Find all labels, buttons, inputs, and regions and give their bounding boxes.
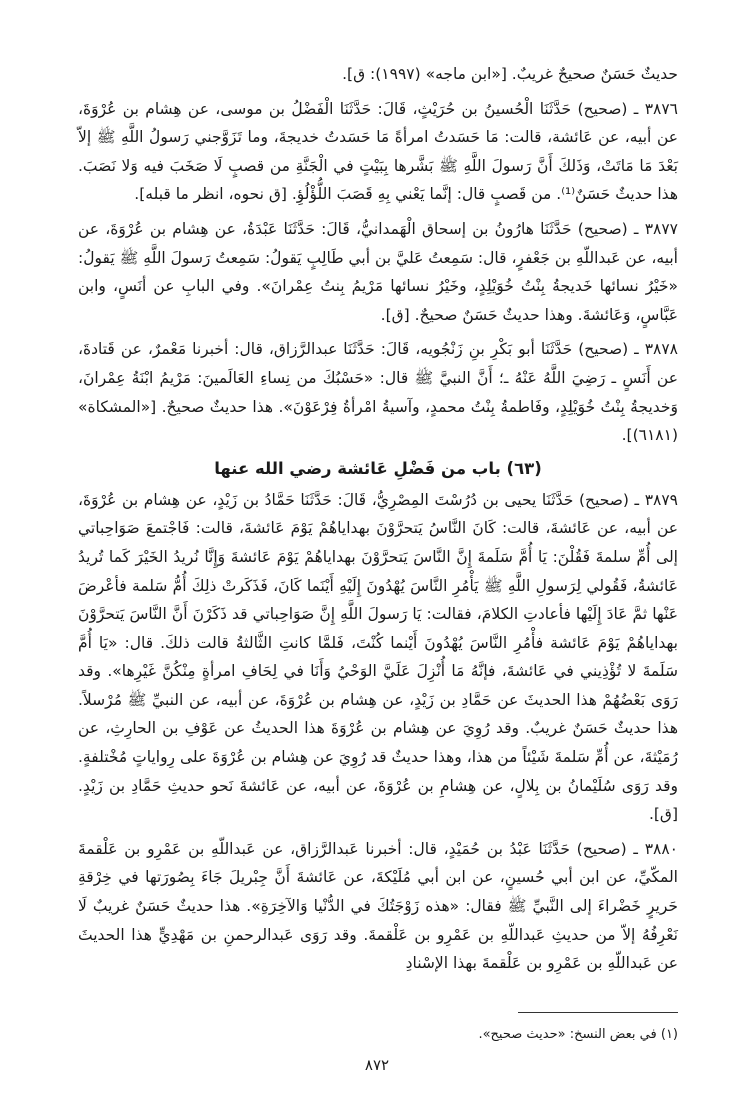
footnote-divider — [518, 1012, 678, 1013]
page-number: ٨٧٢ — [364, 1056, 390, 1074]
hadith-3878: ٣٨٧٨ ـ (صحيح) حَدَّثَنَا أبو بَكْرِ بنِ زَنْجُويه، قَالَ: حَدَّثَنَا عبدالرَّزاق، قال: أخبرنا مَعْمرٌ، عن قَتادةَ، عن أَنَسٍ ـ رَضِيَ اللَّهُ عَنْهُ ـ؛ أَنَّ النبيَّ ﷺ قال: «حَسْبُكَ من نِساءِ العَالَمينَ: مَرْيمُ ابْنَةُ عِمْرانَ، وَخديجةُ بِنْتُ خُوَيْلِدٍ، وفَاطمةُ بِنْتُ محمدٍ، وآسيةُ امْرأةُ فِرْعَوْنَ». هذا حديثٌ صحيحٌ. [«المشكاة» (٦١٨١)]. — [78, 340, 678, 445]
hadith-3880: ٣٨٨٠ ـ (صحيح) حَدَّثَنَا عَبْدُ بن حُمَيْدٍ، قال: أخبرنا عَبدالرَّزاق، عن عَبداللّهِ بن عَمْرِو بن عَلْقمةَ المكّيِّ، عن ابن أبي حُسينٍ، عن ابن أبي مُلَيْكةَ، عن عَائشةَ أَنَّ جِبْريلَ جَاءَ بِصُورَتها في خِرْقةِ حَريرٍ خَضْراءَ إلى النَّبيِّ ﷺ فقال: «هذه زَوْجَتُكَ في الدُّنْيا وَالآخِرَةِ». هذا حديثٌ حَسَنٌ غريبٌ لَا نَعْرِفُهُ إلاّ من حديثِ عَبداللّهِ بن عَمْرِو بن عَلْقمةَ. وقد رَوَى عَبدالرحمنِ بن مَهْدِيٍّ هذا الحديثَ عن عَبداللّهِ بن عَمْرِو بن عَلْقمةَ بهذا الإسْنادِ — [78, 839, 678, 973]
paragraph-grading: حديثٌ حَسَنٌ صحيحٌ غريبٌ. [«ابن ماجه» (١٩٩٧): ق]. — [342, 65, 678, 83]
hadith-3877: ٣٨٧٧ ـ (صحيح) حَدَّثَنَا هارُونُ بن إسحاق الْهَمدانيُّ، قَالَ: حَدَّثَنَا عَبْدَةُ، عن هِشام بن عُرْوَةَ، عن أبيه، عن عَبداللّهِ بن جَعْفرٍ، قال: سَمِعتُ عَليَّ بن أبي طَالِبٍ يَقولُ: سَمِعتُ رَسولَ اللَّهِ ﷺ يَقولُ: «خَيْرُ نسائها خَديجةُ بِنْتُ خُوَيْلِدٍ، وخَيْرُ نسائها مَرْيمُ بِنتُ عِمْرانَ». وفي البابِ عن أنَسٍ، وابن عَبَّاسٍ، وَعَائشةَ. وهذا حديثٌ حَسَنٌ صحيحٌ. [ق]. — [78, 219, 678, 324]
chapter-heading: (٦٣) باب من فَضْلِ عَائشة رضي الله عنها — [214, 458, 542, 478]
hadith-3876: ٣٨٧٦ ـ (صحيح) حَدَّثَنَا الْحُسينُ بن حُرَيْثٍ، قَالَ: حَدَّثَنَا الْفَضْلُ بن موسى، عن هِشام بن عُرْوَةَ، عن أبيه، عن عَائشة، قالت: مَا حَسَدتُ امرأةً مَا حَسَدتُ خديجةَ، وما تَزَوَّجني رَسولُ اللَّهِ ﷺ إلاّ بَعْدَ مَا مَاتَتْ، وَذَلكَ أَنَّ رَسولَ اللَّهِ ﷺ بَشَّرها بِبَيْتٍ في الْجَنَّةِ من قصبٍ لَا صَخَبَ فيه وَلا نَصَبَ. هذا حديثٌ حَسَنٌ⁽¹⁾. من قَصبٍ قال: إنَّما يَعْني بِهِ قَصَبَ اللُّؤْلُؤِ. [ق نحوه، انظر ما قبله]. — [78, 99, 678, 204]
footnote: (١) في بعض النسخ: «حديث صحيح». — [478, 1027, 678, 1042]
hadith-3879: ٣٨٧٩ ـ (صحيح) حَدَّثَنَا يحيى بن دُرُسْتَ المِصْرِيُّ، قَالَ: حَدَّثَنَا حَمَّادُ بن زَيْدٍ، عن هِشام بن عُرْوَةَ، عن أبيه، عن عَائشةَ، قالت: كَانَ النَّاسُ يَتحرَّوْنَ بهداياهُمْ يَوْمَ عَائشةَ، قالت: فَاجْتمعَ صَوَاحِباتي إلى أُمِّ سلمةَ فَقُلْنَ: يَا أُمَّ سَلَمةَ إِنَّ النَّاسَ يَتحرَّوْنَ بهداياهُمْ يَوْمَ عَائشةَ وَإِنَّا نُريدُ الخَيْرَ كَما تُريدُ عَائشةُ، فَقُولي لِرَسولِ اللَّهِ ﷺ يَأْمُرِ النَّاسَ يُهْدُونَ إِلَيْهِ أَيْنَما كَانَ، فَذَكَرتْ ذلِكَ أُمُّ سَلمة فأعْرضَ عَنْها ثمَّ عَادَ إِلَيْها فأعادتِ الكلامَ، فقالت: يَا رَسولَ اللَّهِ إِنَّ صَوَاحِباتي قد ذَكَرْنَ أَنَّ النَّاسَ يَتحرَّوْنَ بهداياهُمْ يَوْمَ عَائشة فأْمُرِ النَّاسَ يُهْدُونَ أَيْنما كُنْتَ، فَلمَّا كانتِ الثَّالثةُ قالت ذلكَ. قال: «يَا أُمَّ سَلَمةَ لا تُؤْذِيني في عَائشةَ، فإنَّهُ مَا أُنْزِلَ عَلَيَّ الوَحْيُ وَأَنَا في لِحَافِ امرأةٍ مِنْكُنَّ غَيْرِها». وقد رَوَى بَعْضُهُمْ هذا الحديثَ عن حَمَّادِ بن زَيْدٍ، عن هِشام بن عُرْوَةَ، عن أبيه، عن النبيِّ ﷺ مُرْسلاً. هذا حديثٌ حَسَنٌ غريبٌ. وقد رُوِيَ عن هِشام بن عُرْوَةَ هذا الحديثُ عن عَوْفِ بن الحارِثِ، عن رُمَيْثةَ، عن أُمِّ سَلمةَ شَيْئاً من هذا، وهذا حديثٌ قد رُوِيَ عن هِشام بن عُرْوَةَ على رِواياتٍ مُخْتلفةٍ. وقد رَوَى سُلَيْمانُ بن بِلالٍ، عن هِشامِ بن عُرْوَةَ، عن أبيه، عن عَائشةَ نَحو حديثِ حَمَّادِ بن زَيْدٍ. [ق]. — [78, 490, 678, 824]
page-body — [78, 60, 678, 984]
